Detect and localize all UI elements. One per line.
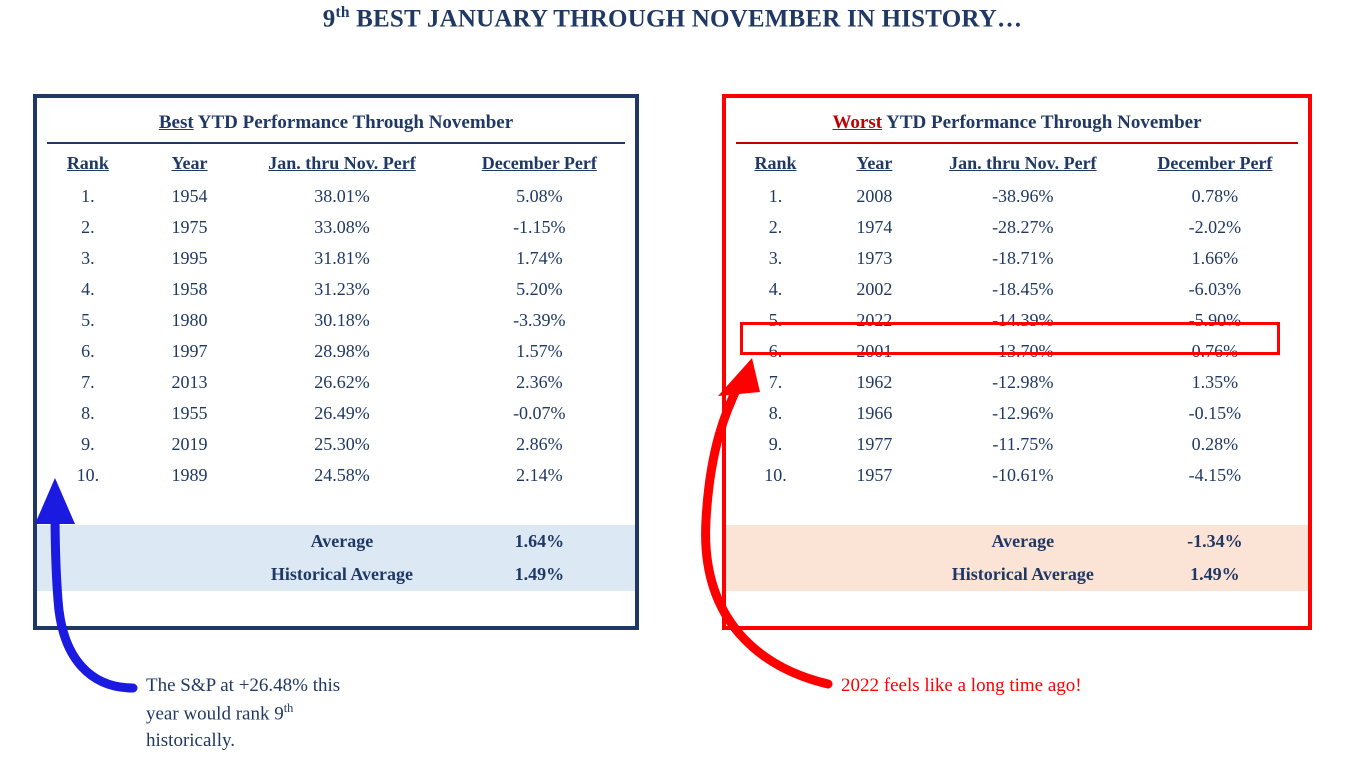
cell-year: 1957 — [856, 465, 893, 485]
summary-pad — [726, 525, 825, 558]
cell-december: 5.08% — [516, 186, 563, 206]
table-row — [37, 367, 635, 398]
cell-rank: 7. — [768, 372, 783, 392]
table-row — [726, 367, 1308, 398]
table-header-row — [37, 144, 635, 181]
cell-december: 2.86% — [516, 434, 563, 454]
table-row — [726, 460, 1308, 491]
worst-performance-table — [726, 144, 1308, 591]
cell-december: 0.28% — [1191, 434, 1239, 454]
table-row — [726, 336, 1308, 367]
summary-pad — [726, 558, 825, 591]
cell-jan-thru-nov: -28.27% — [992, 217, 1054, 237]
cell-jan-thru-nov: 25.30% — [314, 434, 370, 454]
cell-jan-thru-nov: -12.98% — [992, 372, 1054, 392]
summary-value-historical-average: 1.49% — [1122, 558, 1308, 591]
cell-year: 1989 — [171, 465, 208, 485]
summary-pad — [139, 525, 241, 558]
table-row — [37, 212, 635, 243]
worst-panel-header-rest: YTD Performance Through November — [882, 112, 1202, 133]
worst-panel-header-highlight: Worst — [832, 112, 883, 133]
summary-label-average: Average — [240, 525, 443, 558]
cell-december: 0.78% — [1191, 186, 1239, 206]
cell-rank: 2. — [81, 217, 95, 237]
cell-rank: 3. — [768, 248, 783, 268]
cell-year: 2022 — [856, 310, 893, 330]
cell-december: 1.74% — [516, 248, 563, 268]
cell-year: 1966 — [856, 403, 893, 423]
cell-rank: 2. — [768, 217, 783, 237]
cell-rank: 10. — [76, 465, 100, 485]
table-row — [37, 243, 635, 274]
cell-jan-thru-nov: -13.70% — [992, 341, 1054, 361]
cell-jan-thru-nov: 26.62% — [314, 372, 370, 392]
column-header-year: Year — [856, 153, 893, 173]
column-header-december: December Perf — [481, 153, 597, 173]
cell-rank: 5. — [81, 310, 95, 330]
cell-year: 2019 — [171, 434, 208, 454]
cell-rank: 9. — [768, 434, 783, 454]
page-title-rank-suffix: th — [335, 4, 350, 21]
cell-jan-thru-nov: 28.98% — [314, 341, 370, 361]
cell-jan-thru-nov: -11.75% — [992, 434, 1054, 454]
summary-row-average — [37, 525, 635, 558]
cell-december: 2.36% — [516, 372, 563, 392]
cell-rank: 9. — [81, 434, 95, 454]
table-row — [37, 305, 635, 336]
best-panel-header — [37, 98, 635, 142]
column-header-jan-thru-nov: Jan. thru Nov. Perf — [949, 153, 1097, 173]
cell-jan-thru-nov: 26.49% — [314, 403, 370, 423]
cell-december: -5.90% — [1188, 310, 1242, 330]
column-header-jan-thru-nov: Jan. thru Nov. Perf — [268, 153, 416, 173]
table-row — [726, 212, 1308, 243]
cell-december: -0.15% — [1188, 403, 1242, 423]
summary-row-historical-average — [37, 558, 635, 591]
summary-label-average: Average — [924, 525, 1122, 558]
cell-year: 1955 — [171, 403, 208, 423]
page-title-rank: 9 — [322, 5, 336, 33]
cell-jan-thru-nov: 31.23% — [314, 279, 370, 299]
annotation-right: 2022 feels like a long time ago! — [841, 675, 1082, 696]
cell-rank: 6. — [81, 341, 95, 361]
summary-label-historical-average: Historical Average — [924, 558, 1122, 591]
summary-pad — [37, 558, 139, 591]
cell-jan-thru-nov: 30.18% — [314, 310, 370, 330]
cell-jan-thru-nov: -18.71% — [992, 248, 1054, 268]
cell-december: 1.57% — [516, 341, 563, 361]
best-performance-table — [37, 144, 635, 591]
cell-year: 1973 — [856, 248, 893, 268]
best-panel-header-highlight: Best — [158, 112, 194, 133]
annotation-left-line2-text: year would rank 9 — [146, 702, 284, 724]
summary-row-average — [726, 525, 1308, 558]
cell-december: -0.07% — [513, 403, 566, 423]
cell-december: 2.14% — [516, 465, 563, 485]
table-row — [37, 181, 635, 212]
table-row — [726, 181, 1308, 212]
best-panel-header-rest: YTD Performance Through November — [193, 112, 514, 133]
column-header-year: Year — [171, 153, 208, 173]
page-title — [0, 4, 1345, 33]
table-row — [726, 429, 1308, 460]
cell-december: -4.15% — [1188, 465, 1242, 485]
cell-jan-thru-nov: -38.96% — [992, 186, 1054, 206]
cell-rank: 4. — [81, 279, 95, 299]
cell-year: 1974 — [856, 217, 893, 237]
cell-rank: 8. — [81, 403, 95, 423]
table-row — [37, 429, 635, 460]
column-header-rank: Rank — [66, 153, 109, 173]
cell-jan-thru-nov: 38.01% — [314, 186, 370, 206]
cell-year: 1980 — [171, 310, 208, 330]
summary-value-average: 1.64% — [444, 525, 635, 558]
cell-december: 1.66% — [1191, 248, 1239, 268]
annotation-left — [146, 672, 446, 755]
summary-label-historical-average: Historical Average — [240, 558, 443, 591]
cell-december: -2.02% — [1188, 217, 1242, 237]
worst-performance-panel — [722, 94, 1312, 630]
summary-pad — [825, 525, 924, 558]
summary-value-average: -1.34% — [1122, 525, 1308, 558]
table-spacer-row — [726, 491, 1308, 525]
cell-rank: 4. — [768, 279, 783, 299]
cell-december: 0.76% — [1191, 341, 1239, 361]
annotation-left-line1: The S&P at +26.48% this — [146, 675, 341, 696]
table-header-row — [726, 144, 1308, 181]
cell-jan-thru-nov: -14.39% — [992, 310, 1054, 330]
page-title-rest: BEST JANUARY THROUGH NOVEMBER IN HISTORY… — [349, 5, 1023, 33]
cell-jan-thru-nov: 31.81% — [314, 248, 370, 268]
cell-year: 2002 — [856, 279, 893, 299]
annotation-left-line2 — [146, 700, 446, 728]
cell-december: -1.15% — [513, 217, 566, 237]
cell-rank: 1. — [768, 186, 783, 206]
cell-jan-thru-nov: 24.58% — [314, 465, 370, 485]
summary-pad — [37, 525, 139, 558]
table-row — [726, 274, 1308, 305]
cell-december: -3.39% — [513, 310, 566, 330]
table-row — [37, 398, 635, 429]
cell-year: 1995 — [171, 248, 208, 268]
best-performance-panel — [33, 94, 639, 630]
cell-rank: 1. — [81, 186, 95, 206]
cell-year: 1997 — [171, 341, 208, 361]
cell-year: 2008 — [856, 186, 893, 206]
cell-rank: 10. — [764, 465, 787, 485]
cell-year: 1962 — [856, 372, 893, 392]
table-row — [37, 336, 635, 367]
column-header-rank: Rank — [754, 153, 797, 173]
cell-rank: 8. — [768, 403, 783, 423]
table-spacer-row — [37, 491, 635, 525]
cell-year: 1954 — [171, 186, 208, 206]
cell-year: 1958 — [171, 279, 208, 299]
summary-value-historical-average: 1.49% — [444, 558, 635, 591]
cell-jan-thru-nov: 33.08% — [314, 217, 370, 237]
summary-pad — [825, 558, 924, 591]
cell-rank: 3. — [81, 248, 95, 268]
column-header-december: December Perf — [1157, 153, 1273, 173]
cell-year: 1977 — [856, 434, 893, 454]
cell-december: 5.20% — [516, 279, 563, 299]
table-row — [37, 460, 635, 491]
worst-panel-header — [726, 98, 1308, 142]
table-row — [726, 243, 1308, 274]
cell-year: 2013 — [171, 372, 208, 392]
cell-rank: 6. — [768, 341, 783, 361]
table-row-highlighted — [726, 305, 1308, 336]
table-row — [37, 274, 635, 305]
annotation-left-line2-suffix: th — [283, 700, 294, 715]
cell-december: 1.35% — [1191, 372, 1239, 392]
cell-jan-thru-nov: -12.96% — [992, 403, 1054, 423]
cell-rank: 5. — [768, 310, 783, 330]
cell-year: 1975 — [171, 217, 208, 237]
cell-december: -6.03% — [1188, 279, 1242, 299]
cell-year: 2001 — [856, 341, 893, 361]
cell-jan-thru-nov: -18.45% — [992, 279, 1054, 299]
summary-pad — [139, 558, 241, 591]
annotation-left-line3: historically. — [146, 730, 235, 752]
cell-rank: 7. — [81, 372, 95, 392]
table-row — [726, 398, 1308, 429]
cell-jan-thru-nov: -10.61% — [992, 465, 1054, 485]
summary-row-historical-average — [726, 558, 1308, 591]
